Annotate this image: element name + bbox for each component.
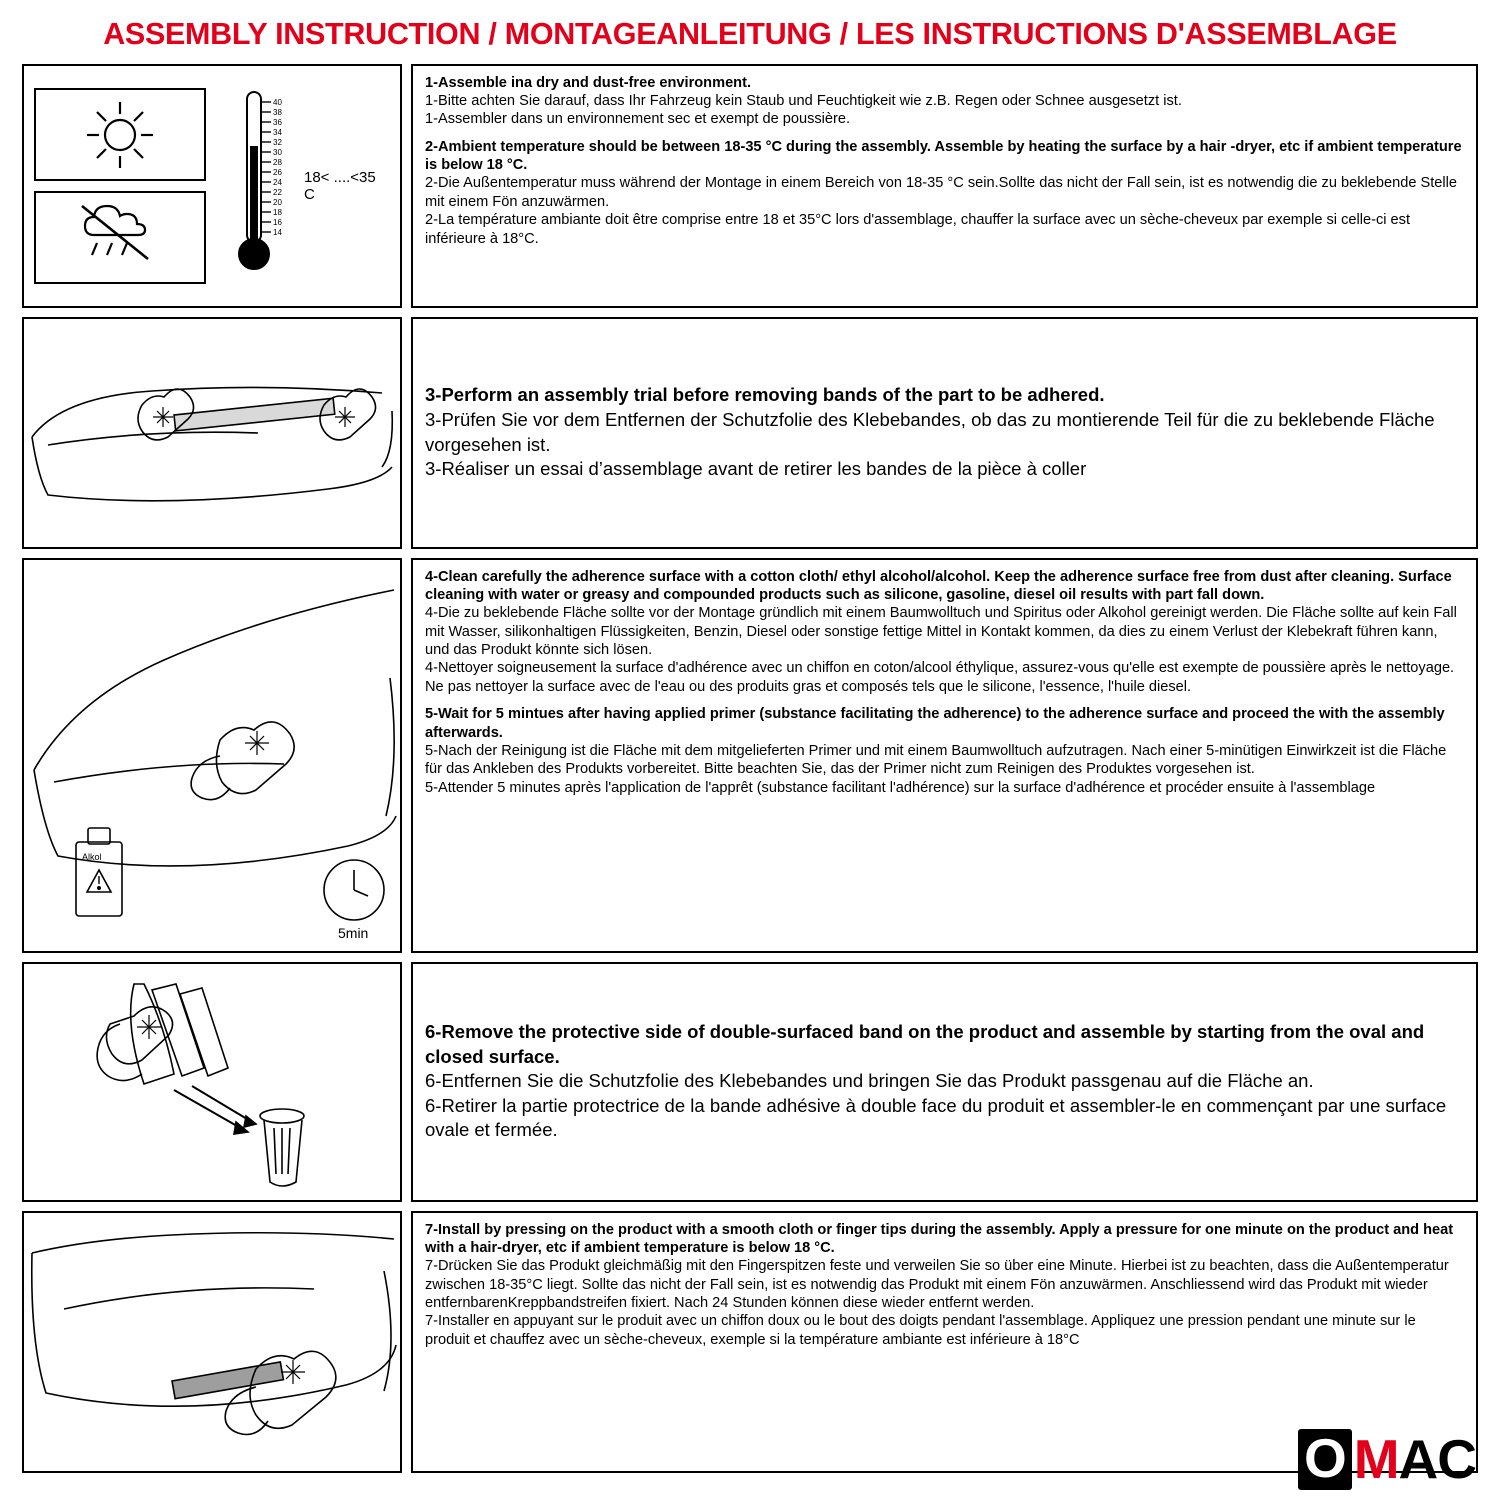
svg-text:22: 22 xyxy=(273,187,282,197)
step-4-5-text xyxy=(411,558,1478,953)
svg-text:14: 14 xyxy=(273,227,282,237)
step-1-de: 1-Bitte achten Sie darauf, dass Ihr Fahrzeug kein Staub und Feuchtigkeit wie z.B. Regen oder Schnee ausgesetzt ist. xyxy=(425,92,1182,109)
step-7-illustration xyxy=(22,1211,402,1473)
step-1-fr: 1-Assembler dans un environnement sec et exempt de poussière. xyxy=(425,111,851,128)
page-title: ASSEMBLY INSTRUCTION / MONTAGEANLEITUNG / LES INSTRUCTIONS D'ASSEMBLAGE xyxy=(103,17,1397,51)
step-5-de: 5-Nach der Reinigung ist die Fläche mit dem mitgelieferten Primer und mit einem Baumwolltuch aufzutragen. Nach einer 5-minütigen Einwirkzeit ist die Fläche für das Ankleben des Produkts vorbereitet. Bitte beachten Sie, das der Primer nicht zum Reinigen des Produktes vorgesehen ist. xyxy=(425,742,1447,778)
step-3-illustration xyxy=(22,317,402,549)
steps-grid xyxy=(22,64,1478,1473)
sun-icon-box xyxy=(34,88,206,181)
step-3-de: 3-Prüfen Sie vor dem Entfernen der Schutzfolie des Klebebandes, ob das zu montierende Teil für die zu beklebende Fläche vorgesehen ist. xyxy=(425,408,1435,455)
step-row-1 xyxy=(22,64,1478,308)
step-row-4 xyxy=(22,962,1478,1202)
logo-letter-m: M xyxy=(1353,1428,1399,1490)
alkol-label: Alkol xyxy=(82,851,102,862)
step-2-de: 2-Die Außentemperatur muss während der Montage in einem Bereich von 18-35 °C sein.Sollte das nicht der Fall sein, ist es notwendig die zu beklebende Stelle mit einem Fön anzuwärmen. xyxy=(425,175,1458,210)
step-5-fr: 5-Attender 5 minutes après l'application de l'apprêt (substance facilitant l'adhérence) sur la surface d'adhérence et procéder ensuite à l'assemblage xyxy=(425,779,1376,796)
step-row-5 xyxy=(22,1211,1478,1473)
svg-text:32: 32 xyxy=(273,137,282,147)
svg-text:38: 38 xyxy=(273,107,282,117)
step-4-de: 4-Die zu beklebende Fläche sollte vor der Montage gründlich mit einem Baumwolltuch und Spiritus oder Alkohol gereinigt werden. Die Fläche sollte auf kein Fall mit Wasser, silikonhaltigen Flüssigkeiten, Benzin, Diesel oder sonstige fettige Mittel in Kontakt kommen, da dies zu einem Verlust der Klebekraft führen kann, und das Produkt könnte sich lösen. xyxy=(425,605,1457,659)
step-4-5-illustration xyxy=(22,558,402,953)
step-1-2-text xyxy=(411,64,1478,308)
svg-text:24: 24 xyxy=(273,177,282,187)
step-1-illustration xyxy=(22,64,402,308)
no-rain-icon-box xyxy=(34,191,206,284)
temperature-range-label: 18< ....<35 C xyxy=(304,168,376,203)
svg-text:26: 26 xyxy=(273,167,282,177)
step-7-en: 7-Install by pressing on the product with a smooth cloth or finger tips during the assembly. Apply a pressure for one minute on the product and heat with a hair-dryer, etc if ambient temperature is below 18 °C. xyxy=(425,1221,1454,1256)
step-6-de: 6-Entfernen Sie die Schutzfolie des Klebebandes und bringen Sie das Produkt passgenau auf die Fläche an. xyxy=(425,1070,1314,1092)
step-row-2 xyxy=(22,317,1478,549)
thermometer-icon xyxy=(224,86,294,286)
step-3-en: 3-Perform an assembly trial before removing bands of the part to be adhered. xyxy=(425,384,1105,406)
step-7-fr: 7-Installer en appuyant sur le produit avec un chiffon doux ou le bout des doigts pendant l'assemblage. Appliquez une pression pendant une minute sur le produit et chauffez avec un sèche-cheveux, exemple si la température ambiante est inférieure à 18°C xyxy=(425,1313,1416,1348)
svg-text:30: 30 xyxy=(273,147,282,157)
svg-text:34: 34 xyxy=(273,127,282,137)
svg-text:16: 16 xyxy=(273,217,282,227)
step-4-fr: 4-Nettoyer soigneusement la surface d'adhérence avec un chiffon en coton/alcool éthylique, assurez-vous qu'elle est exempte de poussière après le nettoyage. Ne pas nettoyer la surface avec de l'eau ou des produits gras et composés tels que le silicone, l'essence, l'huile diesel. xyxy=(425,660,1455,695)
step-4-en: 4-Clean carefully the adherence surface with a cotton cloth/ ethyl alcohol/alcohol. Keep the adherence surface free from dust after cleaning. Surface cleaning with water or greasy and compounded products such as silicone, gasoline, diesel oil results with part fall down. xyxy=(425,568,1452,603)
svg-text:18: 18 xyxy=(273,207,282,217)
svg-text:28: 28 xyxy=(273,157,282,167)
omac-logo xyxy=(1298,1429,1476,1490)
step-row-3 xyxy=(22,558,1478,953)
step-2-en: 2-Ambient temperature should be between 18-35 °C during the assembly. Assemble by heating the surface by a hair -dryer, etc if ambient temperature is below 18 °C. xyxy=(425,138,1462,174)
logo-letters-ac: AC xyxy=(1398,1428,1476,1490)
clock-label: 5min xyxy=(338,924,369,941)
svg-text:36: 36 xyxy=(273,117,282,127)
step-6-text xyxy=(411,962,1478,1202)
step-3-text xyxy=(411,317,1478,549)
step-6-fr: 6-Retirer la partie protectrice de la bande adhésive à double face du produit et assembler-le en commençant par une surface ovale et fermée. xyxy=(425,1094,1447,1141)
step-3-fr: 3-Réaliser un essai d’assemblage avant de retirer les bandes de la pièce à coller xyxy=(425,458,1087,480)
step-6-illustration xyxy=(22,962,402,1202)
step-7-de: 7-Drücken Sie das Produkt gleichmäßig mit den Fingerspitzen feste und verweilen Sie so über eine Minute. Hierbei ist zu beachten, dass die Außentemperatur zwischen 18-35°C liegt. Sollte das nicht der Fall sein, ist es notwendig das Produkt mit einem Fön anzuwärmen. Anschliessend wird das Produkt mit wieder entfernbarenKreppbandstreifen fixiert. Nach 24 Stunden können diese wieder entfernt werden. xyxy=(425,1258,1449,1312)
logo-letter-o: O xyxy=(1298,1429,1352,1490)
svg-text:20: 20 xyxy=(273,197,282,207)
step-2-fr: 2-La température ambiante doit être comprise entre 18 et 35°C lors d'assemblage, chauffer la surface avec un sèche-cheveux par exemple si celle-ci est inférieure à 18°C. xyxy=(425,212,1411,247)
svg-text:40: 40 xyxy=(273,97,282,107)
step-6-en: 6-Remove the protective side of double-surfaced band on the product and assemble by starting from the oval and closed surface. xyxy=(425,1021,1425,1067)
step-5-en: 5-Wait for 5 mintues after having applied primer (substance facilitating the adherence) to the adherence surface and proceed the with the assembly afterwards. xyxy=(425,706,1445,741)
step-1-en: 1-Assemble ina dry and dust-free environment. xyxy=(425,74,752,91)
